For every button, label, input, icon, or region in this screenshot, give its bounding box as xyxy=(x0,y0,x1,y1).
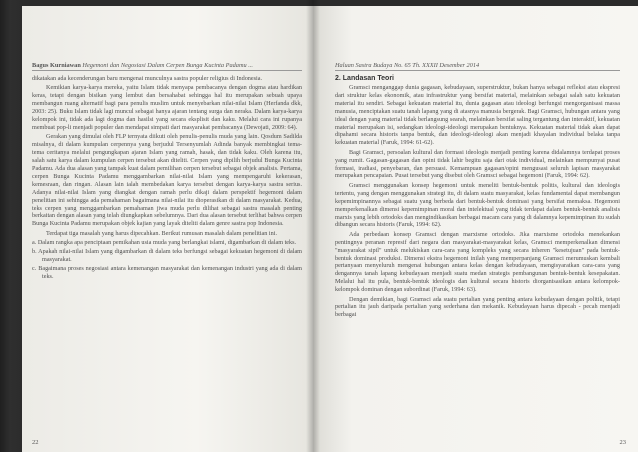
left-paragraph-4: Terdapat tiga masalah yang harus dipecahkan. Berikut rumusan masalah dalam penelitian ini. xyxy=(46,229,278,237)
left-page-number: 22 xyxy=(32,439,39,446)
left-page-content xyxy=(32,62,302,442)
section-heading: 2. Landasan Teori xyxy=(335,75,394,82)
right-paragraph-5: Dengan demikian, bagi Gramsci ada suatu pertalian yang penting antara kebudayaan dengan politik, tetapi pertalian itu jauh daripada pertalian yang sederhana dan mekanik. Kebudayaan harus dipecah - pecah menjadi berbagai xyxy=(335,295,620,319)
left-running-header xyxy=(32,62,302,71)
left-page xyxy=(22,6,313,452)
list-item: c. Bagaimana proses negosiasi antara kemenangan masyarakat dan kemenangan industri yang ada di dalam teks. xyxy=(32,264,302,280)
list-item: a. Dalam rangka apa penciptaan pemikahan usia muda yang berlangkai islami, digambarkan di dalam teks. xyxy=(32,239,297,247)
header-author: Bagus Kurniawan xyxy=(32,62,81,69)
research-questions-list xyxy=(32,239,302,281)
left-paragraph-3: Gerakan yang dimulai oleh FLP ternyata diikuti oleh penulis-penulis muda yang lain. Qosdum Sadilda misalnya, di dalam kumpulan cerpennya yang berjudul Tersenyumlah Adinda banyak membingkai tema-tema ceritanya melalui pengungkapan ajaran Islam yang ramah, hasak, dan tidak kaku. Oleh karena itu, salah satu karya dalam kumpulan cerpen tersebut akan diteliti. Cerpen yang dipilih berjudul Bunga Kucinta Padamu. Ada dua alasan yang tampak kuat dalam pemilihan cerpen tersebut sebagai objek analisis. Pertama, cerpen Bunga Kucinta Padamu menggambarkan nilai-nilai Islam yang mempengaruhi kekerasan, kemesraan, dan ringan. Alasan lain ialah membedakan karya tersebut dengan karya-karya sastra serius. Adanya nilai-nilai Islam yang diangkat dengan ramah perlu dikaji dalam perspektif hegemoni dalam penelitian ini sehingga ada pemahaman bagaimana nilai-nilai itu dioperasikan di dalam masyarakat. Kedua, teks cerpen yang menggambarkan pemahaman jiwa muda perlu dilihat sebagai sastra masalah penting berkaitan dengan alasan yang telah diungkapkan sebelumnya. Dari dua alasan tersebut terlihat bahwa cerpen Bunga Kucinta Padamu merupakan objek kajian yang layak diteliti dalam genre sastra pop Indonesia. xyxy=(32,133,302,228)
book-gutter-shadow xyxy=(306,0,320,452)
list-item: b. Apakah nilai-nilai Islam yang digambarkan di dalam teks berfungsi sebagai kekuatan hegemoni di dalam masyarakat. xyxy=(32,248,302,263)
right-page xyxy=(313,6,638,452)
right-page-number: 23 xyxy=(619,439,626,446)
right-running-header: Haluan Sastra Budaya No. 65 Th. XXXII Desember 2014 xyxy=(335,62,620,71)
right-paragraph-3: Gramsci menggunakan konsep hegemoni untuk meneliti bentuk-bentuk politis, kultural dan ideologis tertentu, yang dengan menggunakan strategi itu, di dalam suatu masyarakat, kelas fundamental dapat membangun kepemimpinannya sebagai suatu yang berbeda dari bentuk-bentuk dominasi yang bersifat memaksa. Hegemoni memperkenalkan dimensi kepemimpinan moral dan intelektual yang tidak terdapat dalam bentuk-bentuk analisis marxis yang lebih ortodoks dan mengindikasikan berbagai macam cara yang di dalamnya kepemimpinan itu sudah dibangun secara historis (Faruk, 1994: 62). xyxy=(335,181,620,229)
right-paragraph-2: Bagi Gramsci, persoalan kultural dan formasi ideologis menjadi penting karena didalamnya terdapat proses yang rumit. Gagasan-gagasan dan opini tidak lahir begitu saja dari otak individual, melainkan mempunyai pusat formasi, iradiasi, penyebaran, dan persuasi. Kemampuan gagasan/opini mengusasi seluruh lapisan masyarakat merupakan pencapaian. Pusat tersebut yang disebut oleh Gramsci sebagai hegemoni (Faruk, 1994: 62). xyxy=(335,148,620,180)
right-paragraph-4: Ada perbedaan konsep Gramsci dengan marxisme ortodoks. Jika marxisme ortodoks menekankan pentingnya peranan represif dari negara dan masyarakat-masyarakat kelas, Gramsci memperkenalkan dimensi "masyarakat sipil" untuk melukiskan cara-cara yang kompleks yang secara inheren "kesetujuan" pada bentuk-bentuk dominasi produksi. Dimensi ekstra hegemoni inilah yang memperpanjang Gramsci merumuskan kembali pertanyaan menyeluruh mengenai hubungan antara kelas dengan kebudayaan, mengisyaratkan cara-cara yang dengannya tanah lapang kebudayaan menjadi suatu medan strategis pembangunan bentuk-bentuk kesepakatan. Melalui hal itu pula, bentuk-bentuk ideologis dan kultural secara historis diorganisasikan antara kelompok-kelompok dominan dengan subordinat (Faruk, 1994: 63). xyxy=(335,230,620,294)
left-paragraph-1: dikatakan ada kecenderungan baru mengenai munculnya sastra populer religius di Indonesia. xyxy=(32,75,263,82)
right-page-content xyxy=(335,62,620,442)
left-paragraph-2: Kemikian karya-karya mereka, yaitu Islam tidak menyapa pembacanya dengan dogma atau hardikan keras, tetapi dengan bisikan yang lembut dan bersahabat sehingga hal itu merupakan sebuah upaya membangun ruang alternatif bagi para penulis muslim untuk menyebarkan nilai-nilai Islam (Herfanda dkk, 2003: 25). Buku Islam tidak lagi muncul sebagai hanya ajaran tentang surga dan neraka. Dalam karya-karya kelompok ini, tidak ada lagi dogma dan hasilsi yang secara eksplisit dan kaku. Melalui cara ini rupanya membuat pop-li menjadi populer dan mendapat simpati dari masyarakat pembacanya (Dewojati, 2009: 64). xyxy=(32,84,302,131)
header-article-title: Hegemoni dan Negosiasi Dalam Cerpen Bunga Kucinta Padamu ... xyxy=(82,62,253,69)
right-paragraph-1: Gramsci menganggap dunia gagasan, kebudayaan, superstruktur, bukan hanya sebagai refleksi atau ekspresi dari struktur kelas ekonomik, atau infrastruktur yang bersifat material, melainkan sebagai salah satu kekuatan material itu sendiri. Sebagai kekuatan material itu, dunia gagasan atau ideologi berfungsi mengorganisasi massa manusia, menciptakan suatu tanah lapang yang di atasnya manusia bergerak. Bagi Gramsci, hubungan antara yang ideal dengan yang material tidak berlangsung searah, melainkan bersifat saling tergantung dan interaktif, kekuatan material merupakan isi, sedangkan ideologi-ideologi merupakan bentuknya. Kekuatan material tidak akan dapat dipahami secara historis tanpa bentuk, dan ideologi-ideologi akan menjadi khayalan individual belaka tanpa kekuatan material (Faruk, 1994: 61-62). xyxy=(335,84,620,147)
